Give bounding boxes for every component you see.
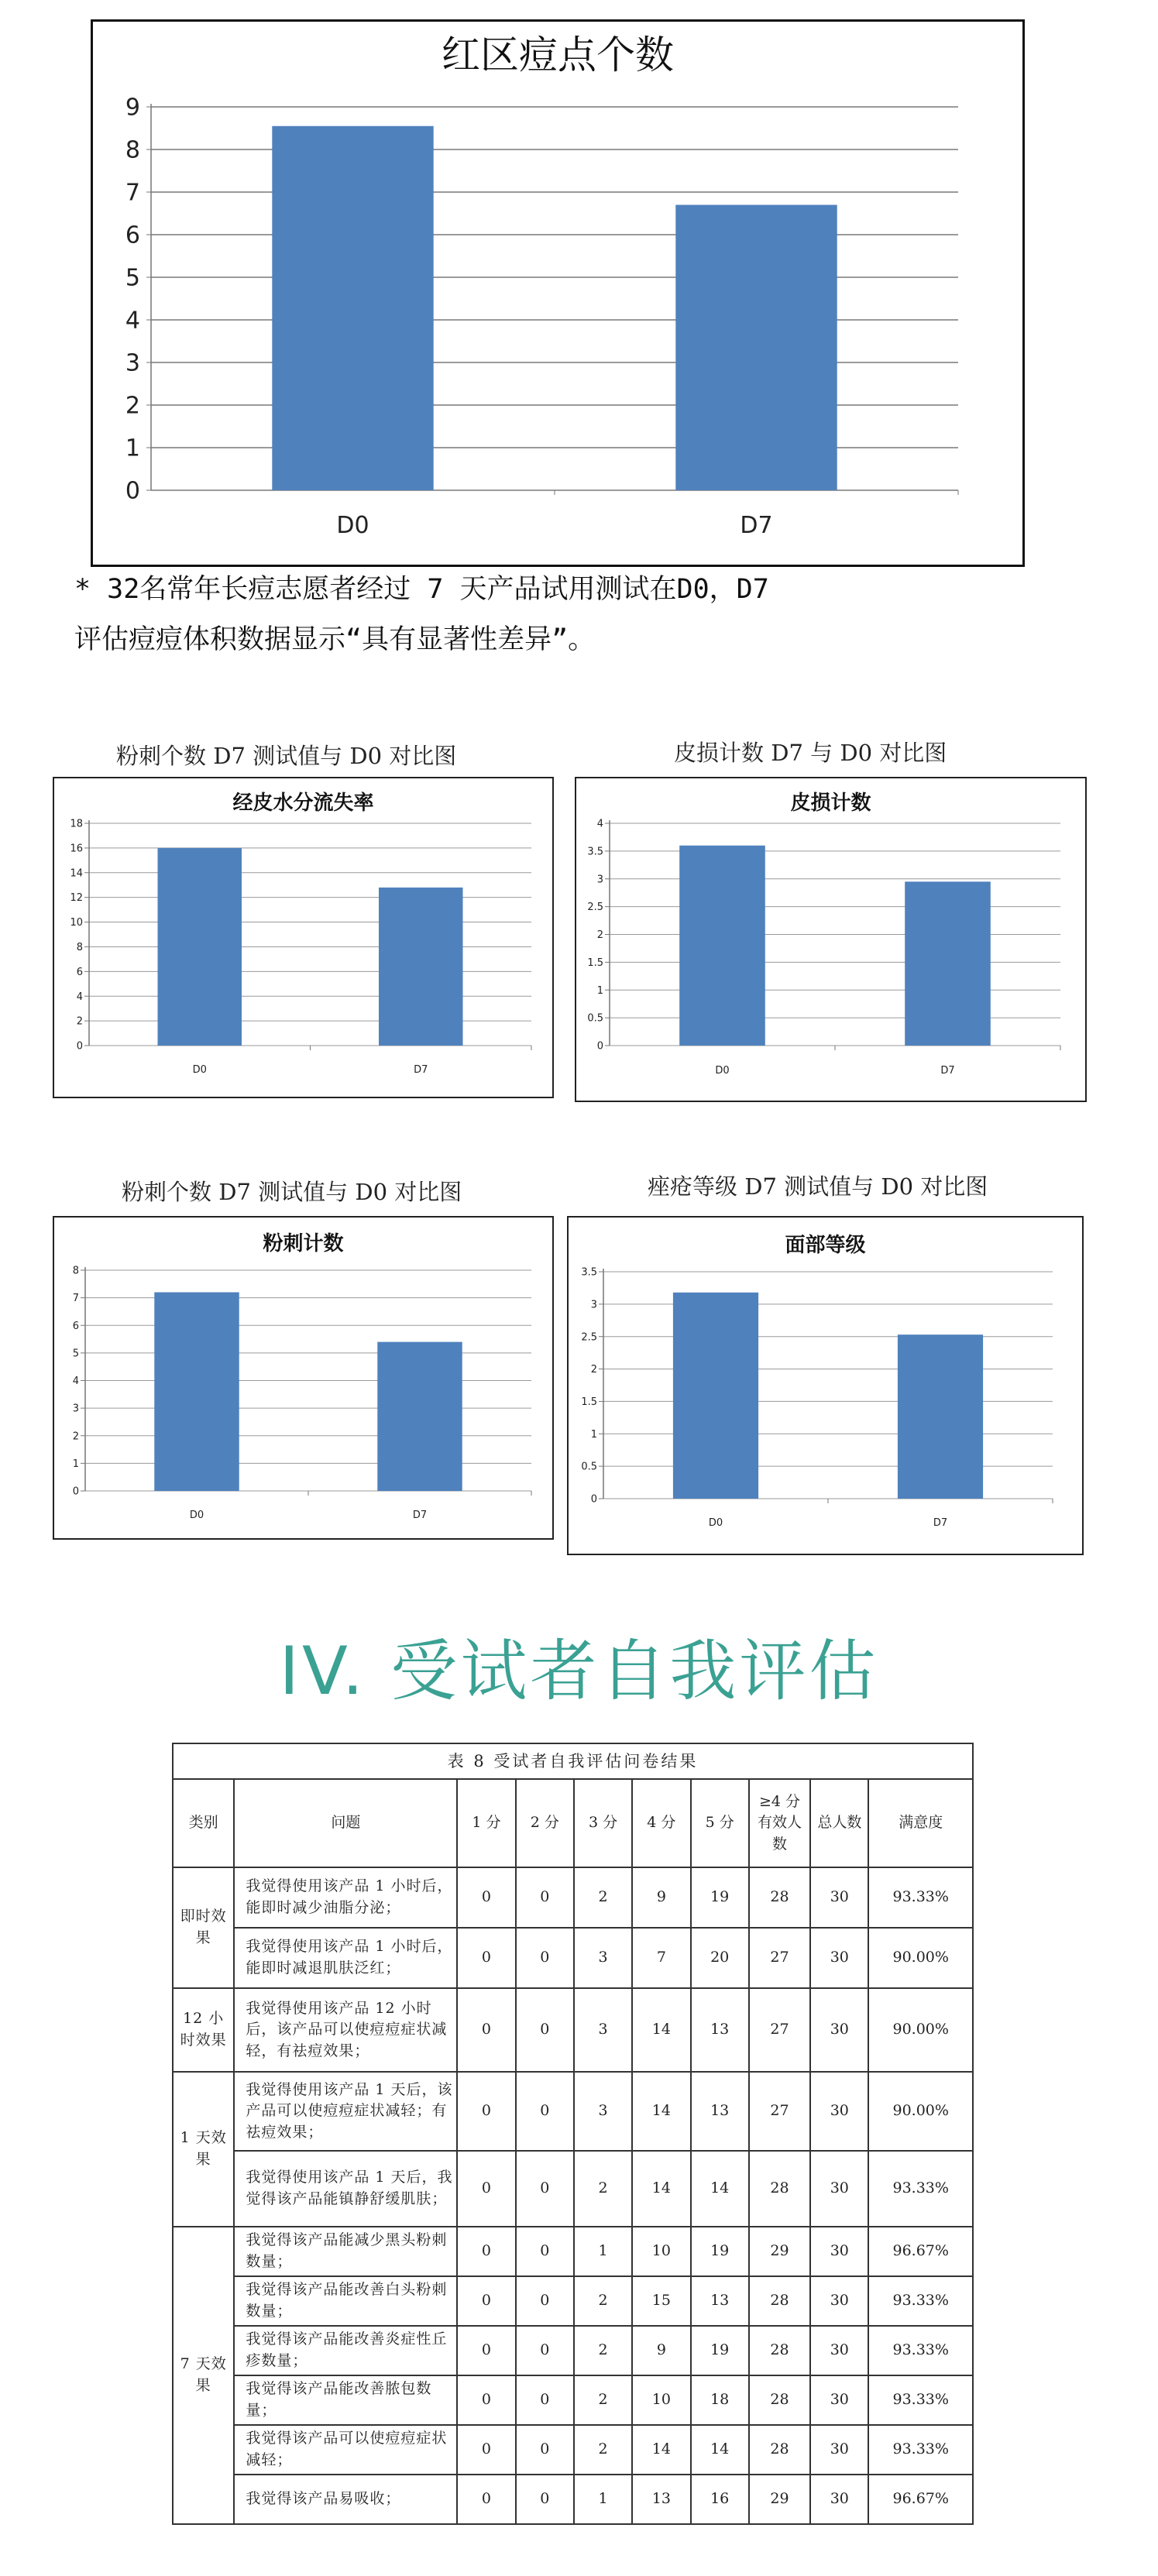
value-cell: 0 — [457, 1988, 515, 2072]
section-title: IV. 受试者自我评估 — [279, 1633, 879, 1710]
table-row — [173, 2151, 973, 2227]
y-tick-label: 0 — [76, 1040, 83, 1053]
table-row — [173, 2326, 973, 2375]
value-cell: 0 — [516, 1928, 574, 1988]
value-cell: 10 — [632, 2227, 690, 2276]
y-tick-label: 7 — [72, 1293, 79, 1305]
chart-svg — [54, 1218, 552, 1538]
column-header: 2 分 — [516, 1779, 574, 1867]
value-cell: 3 — [574, 2072, 632, 2151]
value-cell: 30 — [810, 2375, 868, 2425]
value-cell: 13 — [691, 1988, 749, 2072]
y-tick-label: 1 — [125, 434, 140, 462]
y-tick-label: 0.5 — [581, 1461, 597, 1473]
caption-chart-4: 粉刺个数 D7 测试值与 D0 对比图 — [122, 1179, 462, 1205]
value-cell: 30 — [810, 2151, 868, 2227]
y-tick-label: 2.5 — [587, 902, 603, 914]
y-tick-label: 1 — [596, 984, 603, 997]
y-tick-label: 12 — [70, 892, 83, 905]
value-cell: 0 — [457, 2475, 515, 2524]
chart-tewl — [53, 777, 554, 1098]
y-tick-label: 0 — [125, 477, 140, 505]
question-cell: 我觉得使用该产品 1 天后，我觉得该产品能镇静舒缓肌肤； — [234, 2151, 457, 2227]
y-tick-label: 8 — [125, 136, 140, 164]
y-tick-label: 1.5 — [581, 1396, 597, 1408]
value-cell: 0 — [516, 2151, 574, 2227]
value-cell: 1 — [574, 2227, 632, 2276]
x-tick-label: D7 — [414, 1064, 428, 1076]
value-cell: 13 — [691, 2072, 749, 2151]
footnote-line-2: 评估痘痘体积数据显示“具有显著性差异”。 — [74, 624, 596, 655]
value-cell: 14 — [632, 2072, 690, 2151]
table-header-row — [173, 1779, 973, 1867]
value-cell: 0 — [516, 2227, 574, 2276]
y-tick-label: 0 — [72, 1485, 79, 1498]
y-tick-label: 0 — [590, 1493, 597, 1506]
bar-d7 — [898, 1334, 983, 1499]
chart-title: 面部等级 — [785, 1234, 866, 1257]
y-tick-label: 5 — [72, 1348, 79, 1360]
value-cell: 0 — [516, 2326, 574, 2375]
value-cell: 0 — [457, 2375, 515, 2425]
y-tick-label: 3 — [596, 874, 603, 886]
value-cell: 0 — [516, 1988, 574, 2072]
value-cell: 15 — [632, 2276, 690, 2326]
value-cell: 27 — [749, 1928, 810, 1988]
chart-svg — [576, 778, 1085, 1101]
value-cell: 0 — [516, 2072, 574, 2151]
category-cell: 12 小时效果 — [173, 1988, 234, 2072]
value-cell: 2 — [574, 1867, 632, 1928]
chart-title: 皮损计数 — [790, 792, 871, 815]
value-cell: 30 — [810, 2276, 868, 2326]
y-tick-label: 7 — [125, 179, 140, 207]
y-tick-label: 3 — [125, 349, 140, 377]
bar-d0 — [158, 848, 242, 1046]
bar-d0 — [154, 1293, 239, 1492]
value-cell: 18 — [691, 2375, 749, 2425]
column-header: 总人数 — [810, 1779, 868, 1867]
column-header: 类别 — [173, 1779, 234, 1867]
value-cell: 2 — [574, 2151, 632, 2227]
bar-d7 — [905, 881, 991, 1046]
table-row — [173, 1988, 973, 2072]
value-cell: 29 — [749, 2475, 810, 2524]
y-tick-label: 1 — [590, 1428, 597, 1441]
x-tick-label: D0 — [708, 1517, 723, 1529]
value-cell: 30 — [810, 2072, 868, 2151]
x-tick-label: D0 — [192, 1064, 207, 1076]
caption-chart-2: 粉刺个数 D7 测试值与 D0 对比图 — [116, 743, 457, 769]
column-header: 1 分 — [457, 1779, 515, 1867]
value-cell: 14 — [632, 2425, 690, 2475]
bar-d7 — [675, 205, 837, 491]
question-cell: 我觉得该产品能改善脓包数量； — [234, 2375, 457, 2425]
value-cell: 0 — [516, 2425, 574, 2475]
value-cell: 0 — [457, 2151, 515, 2227]
value-cell: 13 — [632, 2475, 690, 2524]
value-cell: 2 — [574, 2276, 632, 2326]
value-cell: 93.33% — [868, 2326, 973, 2375]
value-cell: 14 — [632, 2151, 690, 2227]
value-cell: 0 — [457, 1928, 515, 1988]
question-cell: 我觉得使用该产品 1 小时后，能即时减退肌肤泛红； — [234, 1928, 457, 1988]
value-cell: 0 — [457, 2326, 515, 2375]
value-cell: 0 — [457, 1867, 515, 1928]
caption-chart-5: 痤疮等级 D7 测试值与 D0 对比图 — [648, 1173, 988, 1200]
value-cell: 96.67% — [868, 2475, 973, 2524]
y-tick-label: 3.5 — [587, 846, 603, 858]
chart-face-grade — [567, 1216, 1084, 1555]
question-cell: 我觉得该产品能改善白头粉刺数量； — [234, 2276, 457, 2326]
value-cell: 20 — [691, 1928, 749, 1988]
y-tick-label: 2 — [596, 929, 603, 942]
value-cell: 28 — [749, 1867, 810, 1928]
value-cell: 30 — [810, 2326, 868, 2375]
value-cell: 0 — [516, 1867, 574, 1928]
y-tick-label: 6 — [76, 966, 83, 978]
y-tick-label: 14 — [70, 867, 83, 880]
value-cell: 3 — [574, 1988, 632, 2072]
column-header: 4 分 — [632, 1779, 690, 1867]
table-row — [173, 2276, 973, 2326]
question-cell: 我觉得使用该产品 1 小时后，能即时减少油脂分泌； — [234, 1867, 457, 1928]
y-tick-label: 9 — [125, 94, 140, 122]
value-cell: 10 — [632, 2375, 690, 2425]
y-tick-label: 0.5 — [587, 1012, 603, 1025]
question-cell: 我觉得该产品能减少黑头粉刺数量； — [234, 2227, 457, 2276]
chart-comedone-count — [53, 1216, 554, 1540]
value-cell: 28 — [749, 2375, 810, 2425]
value-cell: 0 — [457, 2425, 515, 2475]
bar-d0 — [272, 126, 433, 490]
chart-red-zone-acne — [91, 19, 1025, 567]
footnote-line-1: * 32名常年长痘志愿者经过 7 天产品试用测试在D0，D7 — [74, 574, 769, 605]
bar-d7 — [379, 888, 462, 1046]
value-cell: 19 — [691, 1867, 749, 1928]
value-cell: 3 — [574, 1928, 632, 1988]
value-cell: 0 — [457, 2227, 515, 2276]
y-tick-label: 2 — [590, 1364, 597, 1376]
y-tick-label: 18 — [70, 818, 83, 830]
y-tick-label: 0 — [596, 1040, 603, 1053]
value-cell: 2 — [574, 2375, 632, 2425]
chart-svg — [54, 778, 552, 1097]
value-cell: 90.00% — [868, 1988, 973, 2072]
y-tick-label: 5 — [125, 264, 140, 292]
value-cell: 14 — [691, 2151, 749, 2227]
value-cell: 0 — [457, 2072, 515, 2151]
question-cell: 我觉得该产品可以使痘痘症状减轻； — [234, 2425, 457, 2475]
value-cell: 19 — [691, 2326, 749, 2375]
value-cell: 30 — [810, 2227, 868, 2276]
y-tick-label: 2 — [76, 1015, 83, 1028]
value-cell: 30 — [810, 2425, 868, 2475]
chart-svg — [569, 1218, 1082, 1554]
x-tick-label: D7 — [412, 1510, 428, 1521]
x-tick-label: D7 — [940, 1065, 955, 1077]
y-tick-label: 2 — [125, 392, 140, 420]
value-cell: 28 — [749, 2326, 810, 2375]
question-cell: 我觉得使用该产品 12 小时后，该产品可以使痘痘症状减轻，有祛痘效果； — [234, 1988, 457, 2072]
value-cell: 0 — [457, 2276, 515, 2326]
value-cell: 9 — [632, 2326, 690, 2375]
table-row — [173, 2072, 973, 2151]
value-cell: 93.33% — [868, 2276, 973, 2326]
column-header: 问题 — [234, 1779, 457, 1867]
chart-title: 经皮水分流失率 — [232, 792, 374, 815]
value-cell: 30 — [810, 1988, 868, 2072]
y-tick-label: 2.5 — [581, 1331, 597, 1344]
value-cell: 90.00% — [868, 2072, 973, 2151]
value-cell: 2 — [574, 2326, 632, 2375]
y-tick-label: 6 — [125, 222, 140, 249]
x-tick-label: D0 — [189, 1510, 204, 1521]
value-cell: 28 — [749, 2425, 810, 2475]
table-row — [173, 2375, 973, 2425]
value-cell: 19 — [691, 2227, 749, 2276]
y-tick-label: 1 — [72, 1458, 79, 1470]
value-cell: 27 — [749, 1988, 810, 2072]
y-tick-label: 4 — [76, 991, 83, 1003]
value-cell: 16 — [691, 2475, 749, 2524]
value-cell: 93.33% — [868, 2375, 973, 2425]
y-tick-label: 10 — [70, 917, 83, 929]
value-cell: 2 — [574, 2425, 632, 2475]
x-tick-label: D7 — [740, 512, 773, 539]
y-tick-label: 3.5 — [581, 1266, 597, 1279]
y-tick-label: 8 — [72, 1265, 79, 1277]
table-row — [173, 2425, 973, 2475]
value-cell: 90.00% — [868, 1928, 973, 1988]
value-cell: 14 — [691, 2425, 749, 2475]
table-title-row — [173, 1743, 973, 1779]
column-header: 满意度 — [868, 1779, 973, 1867]
value-cell: 93.33% — [868, 2425, 973, 2475]
value-cell: 93.33% — [868, 2151, 973, 2227]
question-cell: 我觉得使用该产品 1 天后，该产品可以使痘痘症状减轻；有祛痘效果； — [234, 2072, 457, 2151]
survey-table — [172, 1743, 974, 2525]
column-header: 5 分 — [691, 1779, 749, 1867]
value-cell: 0 — [516, 2276, 574, 2326]
value-cell: 96.67% — [868, 2227, 973, 2276]
value-cell: 14 — [632, 1988, 690, 2072]
y-tick-label: 6 — [72, 1320, 79, 1332]
column-header: 3 分 — [574, 1779, 632, 1867]
value-cell: 0 — [516, 2375, 574, 2425]
column-header: ≥4 分有效人数 — [749, 1779, 810, 1867]
table-title: 表 8 受试者自我评估问卷结果 — [173, 1743, 973, 1779]
chart-title: 粉刺计数 — [263, 1232, 344, 1255]
value-cell: 29 — [749, 2227, 810, 2276]
bar-d0 — [673, 1293, 758, 1499]
table-row — [173, 1867, 973, 1928]
table-row — [173, 1928, 973, 1988]
value-cell: 30 — [810, 1928, 868, 1988]
table-row — [173, 2227, 973, 2276]
y-tick-label: 3 — [72, 1403, 79, 1415]
category-cell: 7 天效果 — [173, 2227, 234, 2524]
value-cell: 0 — [516, 2475, 574, 2524]
caption-chart-3: 皮损计数 D7 与 D0 对比图 — [674, 740, 947, 766]
question-cell: 我觉得该产品能改善炎症性丘疹数量； — [234, 2326, 457, 2375]
y-tick-label: 16 — [70, 843, 83, 855]
value-cell: 30 — [810, 2475, 868, 2524]
value-cell: 27 — [749, 2072, 810, 2151]
value-cell: 9 — [632, 1867, 690, 1928]
y-tick-label: 4 — [596, 818, 603, 830]
value-cell: 7 — [632, 1928, 690, 1988]
chart-svg — [93, 22, 1022, 565]
y-tick-label: 1.5 — [587, 957, 603, 969]
x-tick-label: D0 — [336, 512, 369, 539]
x-tick-label: D7 — [933, 1517, 948, 1529]
chart-title: 红区痘点个数 — [442, 33, 674, 77]
chart-lesion-count — [575, 777, 1087, 1102]
y-tick-label: 4 — [125, 307, 140, 335]
value-cell: 28 — [749, 2276, 810, 2326]
x-tick-label: D0 — [715, 1065, 730, 1077]
y-tick-label: 4 — [72, 1376, 79, 1388]
value-cell: 1 — [574, 2475, 632, 2524]
y-tick-label: 2 — [72, 1431, 79, 1443]
question-cell: 我觉得该产品易吸收； — [234, 2475, 457, 2524]
value-cell: 30 — [810, 1867, 868, 1928]
category-cell: 即时效果 — [173, 1867, 234, 1988]
survey-table-wrap — [172, 1743, 974, 2576]
y-tick-label: 3 — [590, 1299, 597, 1311]
y-tick-label: 8 — [76, 941, 83, 953]
table-row — [173, 2475, 973, 2524]
value-cell: 13 — [691, 2276, 749, 2326]
value-cell: 93.33% — [868, 1867, 973, 1928]
category-cell: 1 天效果 — [173, 2072, 234, 2227]
value-cell: 28 — [749, 2151, 810, 2227]
bar-d0 — [679, 846, 765, 1046]
bar-d7 — [377, 1342, 462, 1491]
